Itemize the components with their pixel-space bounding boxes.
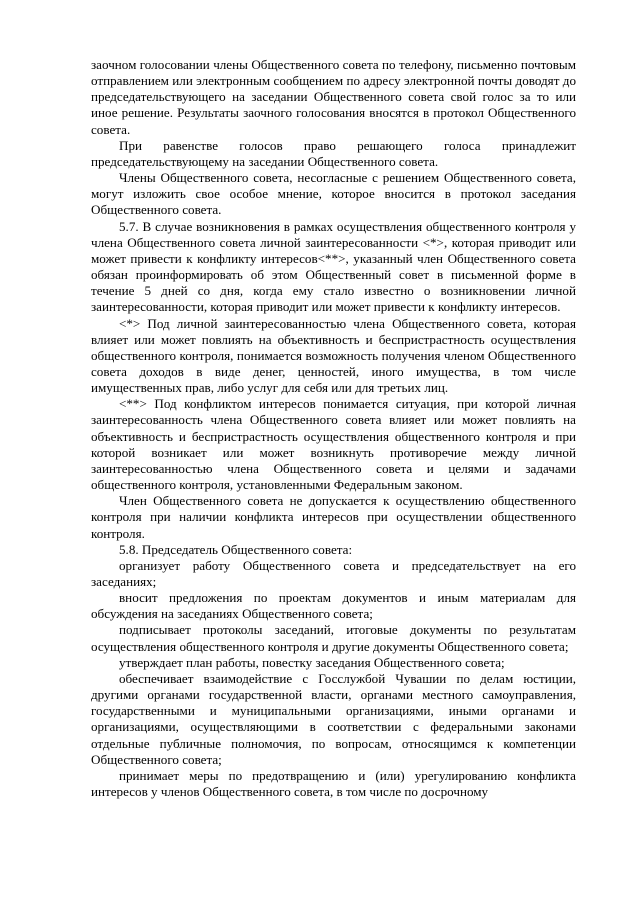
list-item-makes-proposals: вносит предложения по проектам документов и иным материалам для обсуждения на заседаниях Общественного совета; — [91, 590, 576, 622]
list-item-ensures-interaction: обеспечивает взаимодействие с Госслужбой Чувашии по делам юстиции, другими органами государственной власти, органами местного самоуправления, государственными и муниципальными организациями, иными органами и организациями, осуществляющими в соответствии с федеральными законами отдельные публичные полномочия, по вопросам, относящимся к компетенции Общественного совета; — [91, 670, 576, 767]
paragraph-member-not-admitted: Член Общественного совета не допускается к осуществлению общественного контроля при наличии конфликта интересов при осуществлении общественного контроля. — [91, 493, 576, 541]
paragraph-dissenting-opinion: Члены Общественного совета, несогласные с решением Общественного совета, могут изложить свое особое мнение, которое вносится в протокол заседания Общественного совета. — [91, 170, 576, 218]
document-page — [91, 57, 576, 800]
paragraph-clause-5-8: 5.8. Председатель Общественного совета: — [119, 541, 353, 557]
list-item-organizes-work: организует работу Общественного совета и председательствует на его заседаниях; — [91, 557, 576, 589]
paragraph-tie-vote: При равенстве голосов право решающего голоса принадлежит председательствующему на заседании Общественного совета. — [91, 137, 576, 169]
list-item-prevents-conflict: принимает меры по предотвращению и (или) урегулированию конфликта интересов у членов Общественного совета, в том числе по досрочному — [91, 767, 576, 800]
list-item-signs-protocols: подписывает протоколы заседаний, итоговые документы по результатам осуществления общественного контроля и другие документы Общественного совета; — [91, 622, 576, 654]
paragraph-voting-by-absentee: заочном голосовании члены Общественного совета по телефону, письменно почтовым отправлением или электронным сообщением по адресу электронной почты доводят до председательствующего на заседании Общественного совета свой голос за то или иное решение. Результаты заочного голосования вносятся в протокол Общественного совета. — [91, 57, 576, 137]
paragraph-clause-5-7: 5.7. В случае возникновения в рамках осуществления общественного контроля у члена Общественного совета личной заинтересованности <*>, которая приводит или может привести к конфликту интересов<**>, указанный член Общественного совета обязан проинформировать об этом Общественный совет в письменной форме в течение 5 дней со дня, когда ему стало известно о возникновении личной заинтересованности, которая приводит или может привести к конфликту интересов. — [91, 218, 576, 315]
list-item-approves-plan: утверждает план работы, повестку заседания Общественного совета; — [119, 654, 505, 670]
footnote-personal-interest: <*> Под личной заинтересованностью члена Общественного совета, которая влияет или может повлиять на объективность и беспристрастность осуществления общественного контроля, понимается возможность получения членом Общественного совета доходов в виде денег, ценностей, иного имущества, в том числе имущественных прав, либо услуг для себя или для третьих лиц. — [91, 315, 576, 396]
footnote-conflict-of-interest: <**> Под конфликтом интересов понимается ситуация, при которой личная заинтересованность члена Общественного совета влияет или может повлиять на объективность и беспристрастность осуществления общественного контроля и при которой возникает или может возникнуть противоречие между личной заинтересованностью члена Общественного совета и целями и задачами общественного контроля, установленными Федеральным законом. — [91, 396, 576, 493]
